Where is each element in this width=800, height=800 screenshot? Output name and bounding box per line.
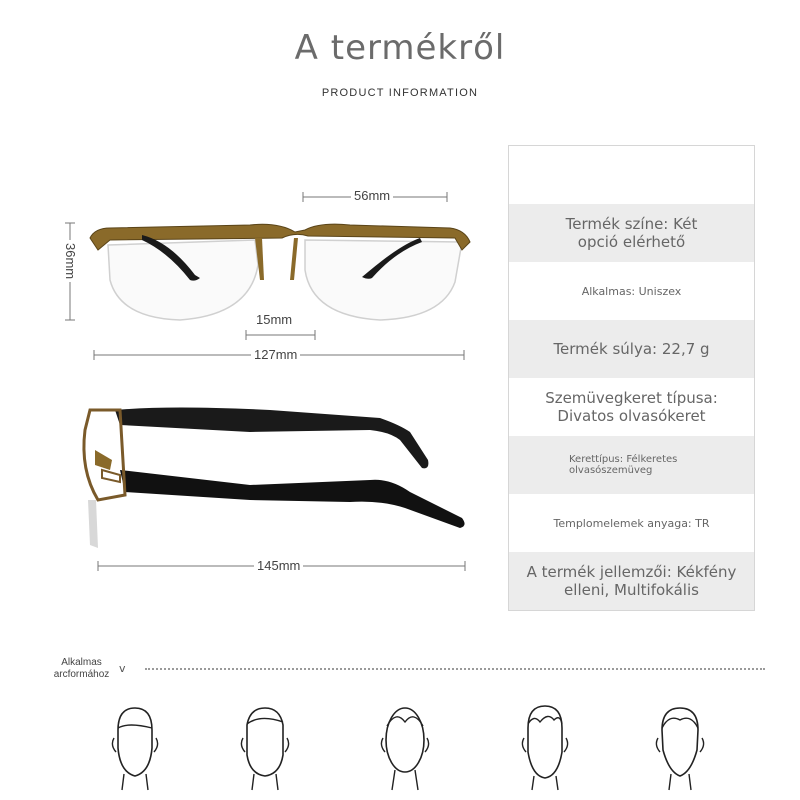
frame-width-label: 127mm: [251, 347, 300, 362]
lens-width-label: 56mm: [351, 188, 393, 203]
glasses-illustration: [50, 170, 500, 590]
oblong-face-icon: [510, 700, 580, 795]
temple-length-label: 145mm: [254, 558, 303, 573]
spec-features-text: A termék jellemzői: Kékfény elleni, Multifokális: [526, 563, 737, 599]
spec-rim-type-text: Kerettípus: Félkeretes olvasószemüveg: [569, 454, 678, 476]
spec-weight: [509, 320, 754, 378]
spec-features: [509, 552, 754, 610]
round-face-icon: [370, 700, 440, 795]
spec-rim-type: [509, 436, 754, 494]
product-spec-panel: [508, 145, 755, 611]
square-face-icon: [230, 700, 300, 795]
heart-face-icon: [645, 700, 715, 795]
face-fit-label: Alkalmas arcformához: [53, 657, 110, 680]
spec-frame-type-text: Szemüvegkeret típusa: Divatos olvasókeret: [545, 389, 718, 425]
page-title: A termékről: [294, 28, 506, 68]
spec-temple-material: [509, 494, 754, 552]
face-shape-row: [90, 700, 730, 795]
page-subtitle: PRODUCT INFORMATION: [321, 87, 479, 99]
chevron-down-icon: v: [119, 662, 126, 675]
oval-face-icon: [100, 700, 170, 795]
spec-suitable-text: Alkalmas: Uniszex: [581, 284, 682, 298]
spec-temple-material-text: Templomelemek anyaga: TR: [553, 516, 710, 530]
bridge-width-label: 15mm: [253, 312, 295, 327]
dotted-divider: [145, 668, 765, 670]
spec-color: [509, 204, 754, 262]
lens-height-label: 36mm: [63, 240, 78, 282]
spec-weight-text: Termék súlya: 22,7 g: [553, 340, 710, 358]
spec-suitable: [509, 262, 754, 320]
spec-frame-type: [509, 378, 754, 436]
spec-color-text: Termék színe: Két opció elérhető: [565, 215, 698, 251]
glasses-dimension-diagram: [50, 170, 500, 590]
